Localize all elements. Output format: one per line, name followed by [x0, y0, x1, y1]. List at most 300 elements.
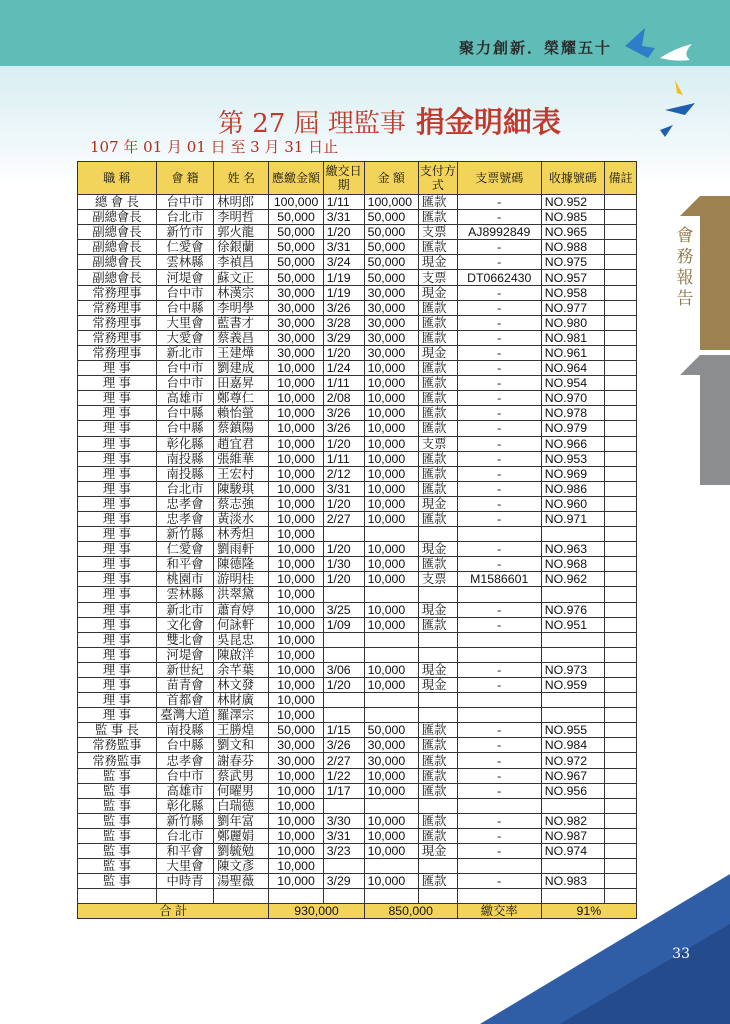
- cell-notes: [605, 708, 637, 723]
- cell-notes: [605, 436, 637, 451]
- cell-method: 現金: [418, 542, 457, 557]
- cell-due: 10,000: [269, 783, 323, 798]
- total-paid: 850,000: [364, 904, 457, 919]
- cell-membership: 南投縣: [156, 723, 213, 738]
- cell-due: [269, 889, 323, 904]
- cell-check-number: -: [457, 376, 541, 391]
- table-row: [78, 255, 637, 270]
- cell-membership: 新竹市: [156, 225, 213, 240]
- cell-title: 常務理事: [78, 330, 157, 345]
- cell-title: 常務理事: [78, 315, 157, 330]
- cell-membership: 忠孝會: [156, 753, 213, 768]
- cell-date: 1/20: [323, 678, 364, 693]
- cell-amount: 10,000: [364, 768, 418, 783]
- cell-due: 10,000: [269, 572, 323, 587]
- cell-receipt: NO.967: [541, 768, 604, 783]
- cell-notes: [605, 511, 637, 526]
- cell-check-number: -: [457, 662, 541, 677]
- table-row: [78, 798, 637, 813]
- cell-method: [418, 798, 457, 813]
- date-range: 107 年 01 月 01 日 至 3 月 31 日止: [90, 138, 339, 156]
- cell-title: 理 事: [78, 406, 157, 421]
- cell-check-number: -: [457, 783, 541, 798]
- cell-method: 匯款: [418, 738, 457, 753]
- cell-due: 10,000: [269, 693, 323, 708]
- table-row: [78, 813, 637, 828]
- cell-date: [323, 693, 364, 708]
- cell-membership: 台中縣: [156, 300, 213, 315]
- cell-name: 蕭育婷: [214, 602, 269, 617]
- header-slogan: 聚力創新．榮耀五十: [458, 39, 612, 57]
- cell-date: 3/06: [323, 662, 364, 677]
- page-number: 33: [672, 946, 690, 962]
- cell-amount: 10,000: [364, 406, 418, 421]
- col-amount: 金 額: [364, 162, 418, 195]
- cell-name: 蔡武男: [214, 768, 269, 783]
- table-row: [78, 828, 637, 843]
- cell-check-number: -: [457, 828, 541, 843]
- cell-method: 匯款: [418, 768, 457, 783]
- cell-name: [214, 889, 269, 904]
- cell-title: 監 事: [78, 813, 157, 828]
- cell-check-number: [457, 527, 541, 542]
- cell-check-number: -: [457, 300, 541, 315]
- cell-receipt: NO.982: [541, 813, 604, 828]
- cell-date: 3/26: [323, 738, 364, 753]
- cell-membership: 苗青會: [156, 678, 213, 693]
- cell-name: 張維華: [214, 451, 269, 466]
- cell-notes: [605, 315, 637, 330]
- cell-due: 10,000: [269, 451, 323, 466]
- cell-due: 10,000: [269, 874, 323, 889]
- cell-receipt: NO.973: [541, 662, 604, 677]
- cell-method: 現金: [418, 678, 457, 693]
- cell-title: [78, 889, 157, 904]
- cell-receipt: NO.972: [541, 753, 604, 768]
- cell-title: 理 事: [78, 662, 157, 677]
- cell-title: 理 事: [78, 421, 157, 436]
- cell-title: 理 事: [78, 693, 157, 708]
- cell-method: 現金: [418, 345, 457, 360]
- cell-name: 劉毓勉: [214, 844, 269, 859]
- cell-amount: 10,000: [364, 662, 418, 677]
- cell-method: 匯款: [418, 481, 457, 496]
- cell-due: 30,000: [269, 285, 323, 300]
- cell-notes: [605, 481, 637, 496]
- cell-receipt: NO.958: [541, 285, 604, 300]
- cell-method: [418, 632, 457, 647]
- cell-check-number: [457, 632, 541, 647]
- cell-name: 徐銀蘭: [214, 240, 269, 255]
- cell-title: 理 事: [78, 557, 157, 572]
- cell-due: 10,000: [269, 647, 323, 662]
- cell-membership: 台北市: [156, 210, 213, 225]
- cell-receipt: [541, 708, 604, 723]
- table-row: [78, 195, 637, 210]
- cell-method: 匯款: [418, 451, 457, 466]
- cell-name: 田嘉昇: [214, 376, 269, 391]
- cell-check-number: M1586601: [457, 572, 541, 587]
- cell-check-number: -: [457, 330, 541, 345]
- table-row: [78, 300, 637, 315]
- cell-method: 匯款: [418, 753, 457, 768]
- cell-check-number: AJ8992849: [457, 225, 541, 240]
- col-check-number: 支票號碼: [457, 162, 541, 195]
- cell-due: 10,000: [269, 481, 323, 496]
- cell-due: 10,000: [269, 859, 323, 874]
- cell-receipt: NO.959: [541, 678, 604, 693]
- table-row: [78, 542, 637, 557]
- cell-notes: [605, 376, 637, 391]
- table-row: [78, 647, 637, 662]
- cell-name: 蔡義昌: [214, 330, 269, 345]
- cell-notes: [605, 557, 637, 572]
- cell-method: 匯款: [418, 361, 457, 376]
- cell-check-number: -: [457, 210, 541, 225]
- cell-date: 3/28: [323, 315, 364, 330]
- cell-method: 匯款: [418, 723, 457, 738]
- cell-due: 10,000: [269, 542, 323, 557]
- cell-amount: 30,000: [364, 285, 418, 300]
- cell-notes: [605, 542, 637, 557]
- cell-check-number: -: [457, 602, 541, 617]
- cell-method: 匯款: [418, 315, 457, 330]
- cell-method: 現金: [418, 844, 457, 859]
- cell-membership: 河堤會: [156, 270, 213, 285]
- cell-name: 陳駿琪: [214, 481, 269, 496]
- cell-notes: [605, 768, 637, 783]
- cell-due: 30,000: [269, 315, 323, 330]
- cell-due: 10,000: [269, 798, 323, 813]
- cell-title: 常務理事: [78, 345, 157, 360]
- cell-membership: 高雄市: [156, 783, 213, 798]
- cell-method: 匯款: [418, 557, 457, 572]
- cell-membership: 台北市: [156, 828, 213, 843]
- cell-method: [418, 527, 457, 542]
- cell-name: 林明郎: [214, 195, 269, 210]
- cell-due: 10,000: [269, 376, 323, 391]
- cell-amount: [364, 693, 418, 708]
- cell-title: 常務監事: [78, 753, 157, 768]
- cell-amount: [364, 708, 418, 723]
- cell-due: 10,000: [269, 768, 323, 783]
- cell-receipt: NO.969: [541, 466, 604, 481]
- cell-name: 王宏村: [214, 466, 269, 481]
- cell-title: 監 事: [78, 859, 157, 874]
- cell-receipt: NO.962: [541, 572, 604, 587]
- cell-title: 常務監事: [78, 738, 157, 753]
- cell-name: 李禎昌: [214, 255, 269, 270]
- cell-date: [323, 647, 364, 662]
- cell-membership: 仁愛會: [156, 240, 213, 255]
- cell-date: 2/12: [323, 466, 364, 481]
- cell-method: 匯款: [418, 421, 457, 436]
- cell-notes: [605, 527, 637, 542]
- cell-method: 支票: [418, 270, 457, 285]
- cell-amount: 10,000: [364, 421, 418, 436]
- cell-membership: 彰化縣: [156, 436, 213, 451]
- cell-amount: 50,000: [364, 723, 418, 738]
- cell-date: 1/20: [323, 496, 364, 511]
- cell-receipt: NO.985: [541, 210, 604, 225]
- cell-method: 匯款: [418, 391, 457, 406]
- cell-membership: 南投縣: [156, 466, 213, 481]
- cell-membership: 河堤會: [156, 647, 213, 662]
- cell-amount: 50,000: [364, 270, 418, 285]
- cell-title: 常務理事: [78, 300, 157, 315]
- cell-check-number: -: [457, 813, 541, 828]
- table-row: [78, 768, 637, 783]
- table-row: [78, 557, 637, 572]
- cell-amount: 10,000: [364, 874, 418, 889]
- cell-method: 匯款: [418, 195, 457, 210]
- table-row: [78, 723, 637, 738]
- table-row: [78, 693, 637, 708]
- cell-title: 理 事: [78, 647, 157, 662]
- cell-receipt: NO.961: [541, 345, 604, 360]
- cell-name: 羅澤宗: [214, 708, 269, 723]
- cell-method: 現金: [418, 285, 457, 300]
- cell-due: 10,000: [269, 361, 323, 376]
- cell-due: 10,000: [269, 844, 323, 859]
- cell-amount: 100,000: [364, 195, 418, 210]
- cell-receipt: [541, 859, 604, 874]
- cell-due: 30,000: [269, 738, 323, 753]
- cell-due: 10,000: [269, 406, 323, 421]
- cell-notes: [605, 859, 637, 874]
- cell-date: 1/20: [323, 345, 364, 360]
- cell-notes: [605, 662, 637, 677]
- cell-membership: 忠孝會: [156, 496, 213, 511]
- cell-receipt: NO.957: [541, 270, 604, 285]
- cell-check-number: -: [457, 511, 541, 526]
- cell-membership: 雲林縣: [156, 587, 213, 602]
- cell-check-number: -: [457, 678, 541, 693]
- cell-amount: [364, 647, 418, 662]
- cell-method: 匯款: [418, 874, 457, 889]
- cell-method: 匯款: [418, 813, 457, 828]
- cell-title: 監 事: [78, 874, 157, 889]
- donation-table: [77, 161, 637, 919]
- cell-membership: 忠孝會: [156, 511, 213, 526]
- cell-date: 3/24: [323, 255, 364, 270]
- cell-date: [323, 632, 364, 647]
- cell-notes: [605, 255, 637, 270]
- cell-title: 常務理事: [78, 285, 157, 300]
- cell-name: 蔡鎮陽: [214, 421, 269, 436]
- cell-check-number: -: [457, 542, 541, 557]
- cell-title: 理 事: [78, 361, 157, 376]
- cell-title: 理 事: [78, 436, 157, 451]
- cell-date: 1/30: [323, 557, 364, 572]
- cell-date: [323, 889, 364, 904]
- col-date: 繳交日期: [323, 162, 364, 195]
- cell-name: 陳啟洋: [214, 647, 269, 662]
- cell-notes: [605, 602, 637, 617]
- swallow-icon: [655, 75, 705, 145]
- cell-receipt: NO.986: [541, 481, 604, 496]
- cell-receipt: NO.984: [541, 738, 604, 753]
- cell-receipt: NO.952: [541, 195, 604, 210]
- cell-notes: [605, 828, 637, 843]
- cell-notes: [605, 572, 637, 587]
- cell-title: 理 事: [78, 511, 157, 526]
- section-label: 會務報告: [676, 226, 694, 309]
- cell-title: 理 事: [78, 481, 157, 496]
- cell-receipt: [541, 693, 604, 708]
- cell-method: 支票: [418, 572, 457, 587]
- cell-check-number: -: [457, 466, 541, 481]
- cell-check-number: -: [457, 436, 541, 451]
- table-row: [78, 753, 637, 768]
- cell-date: 1/24: [323, 361, 364, 376]
- cell-check-number: -: [457, 391, 541, 406]
- cell-amount: 10,000: [364, 511, 418, 526]
- cell-notes: [605, 195, 637, 210]
- cell-due: 10,000: [269, 617, 323, 632]
- cell-amount: 10,000: [364, 783, 418, 798]
- cell-amount: 10,000: [364, 376, 418, 391]
- cell-method: 匯款: [418, 300, 457, 315]
- col-notes: 備註: [605, 162, 637, 195]
- cell-name: 賴怡螢: [214, 406, 269, 421]
- rate-label: 繳交率: [457, 904, 541, 919]
- cell-method: 現金: [418, 255, 457, 270]
- cell-amount: 50,000: [364, 210, 418, 225]
- cell-receipt: NO.976: [541, 602, 604, 617]
- table-row: [78, 587, 637, 602]
- cell-date: 3/25: [323, 602, 364, 617]
- cell-amount: 10,000: [364, 813, 418, 828]
- cell-due: 50,000: [269, 240, 323, 255]
- cell-method: [418, 693, 457, 708]
- table-row: [78, 678, 637, 693]
- cell-receipt: [541, 798, 604, 813]
- cell-receipt: NO.954: [541, 376, 604, 391]
- cell-notes: [605, 738, 637, 753]
- cell-name: 林文發: [214, 678, 269, 693]
- cell-method: 現金: [418, 602, 457, 617]
- cell-check-number: [457, 647, 541, 662]
- cell-amount: [364, 587, 418, 602]
- table-row: [78, 210, 637, 225]
- cell-notes: [605, 723, 637, 738]
- cell-amount: 10,000: [364, 542, 418, 557]
- cell-method: [418, 708, 457, 723]
- cell-receipt: NO.963: [541, 542, 604, 557]
- col-due: 應繳金額: [269, 162, 323, 195]
- cell-membership: 和平會: [156, 844, 213, 859]
- cell-due: 50,000: [269, 225, 323, 240]
- table-row: [78, 466, 637, 481]
- cell-due: 10,000: [269, 421, 323, 436]
- cell-check-number: [457, 708, 541, 723]
- cell-receipt: NO.988: [541, 240, 604, 255]
- cell-title: 監 事: [78, 768, 157, 783]
- rate-value: 91%: [541, 904, 636, 919]
- cell-amount: 30,000: [364, 345, 418, 360]
- cell-title: 理 事: [78, 542, 157, 557]
- cell-name: 鄭麗娟: [214, 828, 269, 843]
- cell-amount: [364, 527, 418, 542]
- cell-title: 理 事: [78, 678, 157, 693]
- title-part1: 第 27 屆 理監事: [218, 109, 406, 139]
- cell-name: 何曜男: [214, 783, 269, 798]
- cell-method: 匯款: [418, 511, 457, 526]
- cell-date: 3/26: [323, 300, 364, 315]
- cell-check-number: -: [457, 617, 541, 632]
- cell-amount: 10,000: [364, 466, 418, 481]
- cell-name: 劉雨軒: [214, 542, 269, 557]
- cell-check-number: [457, 798, 541, 813]
- cell-check-number: -: [457, 421, 541, 436]
- cell-receipt: NO.977: [541, 300, 604, 315]
- cell-date: 3/31: [323, 481, 364, 496]
- col-title: 職 稱: [78, 162, 157, 195]
- table-header-row: [78, 162, 637, 195]
- cell-title: 監 事: [78, 828, 157, 843]
- cell-method: [418, 859, 457, 874]
- cell-name: 林財廣: [214, 693, 269, 708]
- side-tab-gray: [700, 355, 730, 485]
- cell-title: 理 事: [78, 572, 157, 587]
- cell-name: 吳昆忠: [214, 632, 269, 647]
- cell-notes: [605, 617, 637, 632]
- cell-name: 陳德隆: [214, 557, 269, 572]
- cell-amount: 30,000: [364, 315, 418, 330]
- cell-receipt: NO.968: [541, 557, 604, 572]
- cell-title: 理 事: [78, 617, 157, 632]
- cell-membership: 雲林縣: [156, 255, 213, 270]
- cell-notes: [605, 693, 637, 708]
- cell-due: 10,000: [269, 436, 323, 451]
- table-row: [78, 330, 637, 345]
- cell-name: 劉年富: [214, 813, 269, 828]
- cell-notes: [605, 240, 637, 255]
- cell-due: 10,000: [269, 391, 323, 406]
- table-row: [78, 270, 637, 285]
- cell-name: 湯聖薇: [214, 874, 269, 889]
- col-membership: 會 籍: [156, 162, 213, 195]
- cell-receipt: NO.978: [541, 406, 604, 421]
- cell-amount: 10,000: [364, 844, 418, 859]
- cell-notes: [605, 844, 637, 859]
- cell-membership: 南投縣: [156, 451, 213, 466]
- cell-notes: [605, 300, 637, 315]
- cell-date: 3/30: [323, 813, 364, 828]
- cell-amount: 10,000: [364, 451, 418, 466]
- cell-name: 何詠軒: [214, 617, 269, 632]
- cell-amount: 10,000: [364, 496, 418, 511]
- cell-due: 10,000: [269, 708, 323, 723]
- cell-due: 10,000: [269, 496, 323, 511]
- cell-notes: [605, 361, 637, 376]
- table-row: [78, 617, 637, 632]
- cell-check-number: -: [457, 844, 541, 859]
- table-row: [78, 285, 637, 300]
- cell-date: 1/20: [323, 542, 364, 557]
- cell-date: [323, 859, 364, 874]
- cell-check-number: [457, 693, 541, 708]
- cell-check-number: -: [457, 723, 541, 738]
- cell-name: 林漢宗: [214, 285, 269, 300]
- cell-check-number: -: [457, 481, 541, 496]
- cell-notes: [605, 753, 637, 768]
- cell-due: 10,000: [269, 602, 323, 617]
- cell-name: 林秀炟: [214, 527, 269, 542]
- cell-date: 3/31: [323, 240, 364, 255]
- table-row: [78, 572, 637, 587]
